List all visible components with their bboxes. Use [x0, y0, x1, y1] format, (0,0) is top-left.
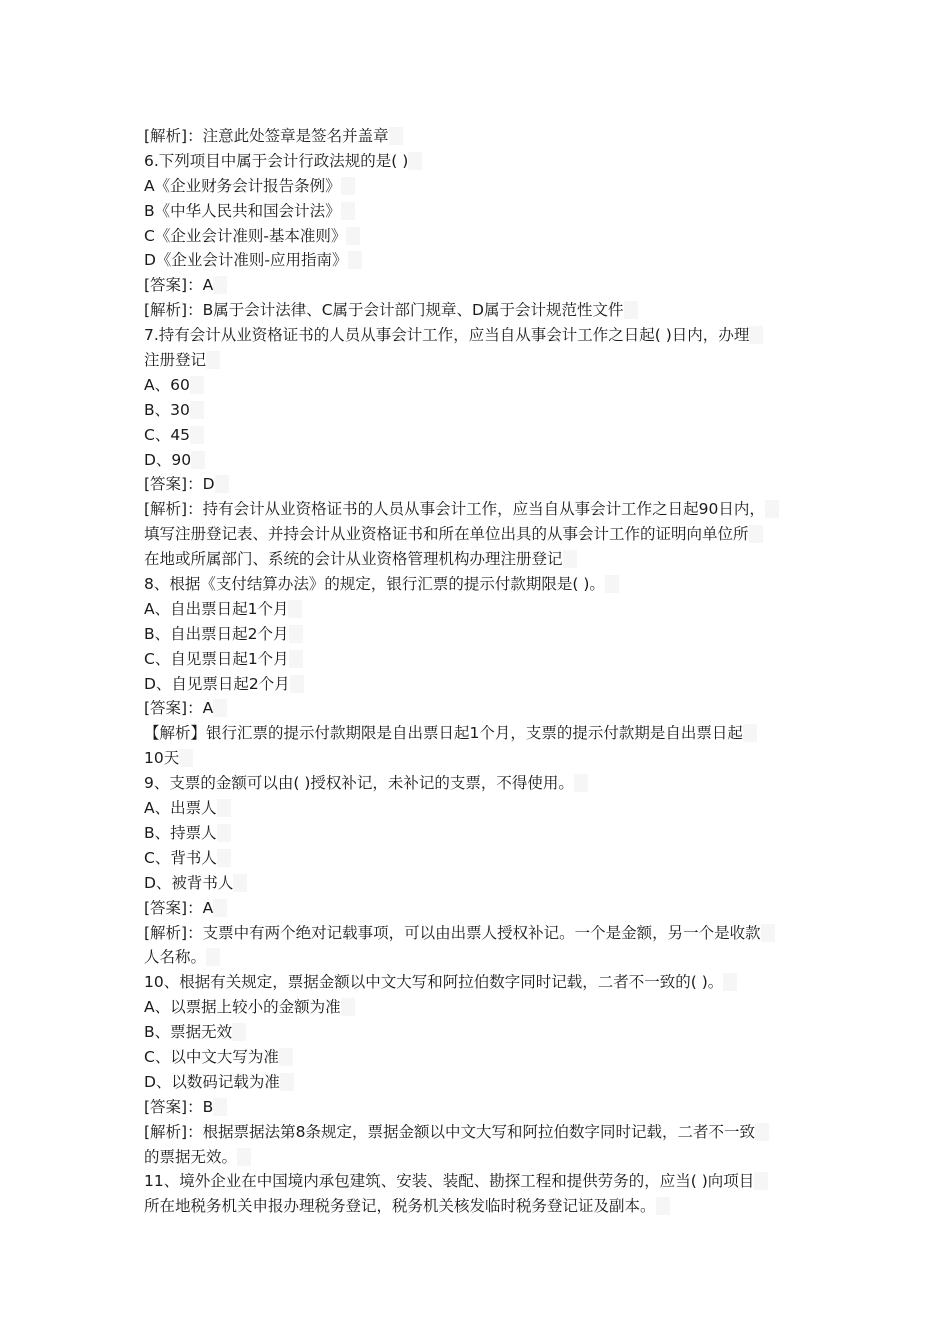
text-line: [144, 298, 834, 323]
text-line: [144, 622, 834, 647]
text-line: [144, 472, 834, 497]
text-line: [144, 1120, 834, 1145]
text-line-content: 8、根据《支付结算办法》的规定，银行汇票的提示付款期限是( )。: [144, 575, 605, 594]
text-line: [144, 921, 834, 946]
text-line-content: 10、根据有关规定，票据金额以中文大写和阿拉伯数字同时记载，二者不一致的( )。: [144, 973, 724, 992]
text-line: [144, 1194, 834, 1219]
text-line: [144, 373, 834, 398]
text-line: [144, 224, 834, 249]
text-line: [144, 1045, 834, 1070]
text-line-content: B、自出票日起2个月: [144, 624, 289, 643]
text-line: [144, 149, 834, 174]
text-line-content: A《企业财务会计报告条例》: [144, 176, 341, 195]
text-line-content: 11、境外企业在中国境内承包建筑、安装、装配、勘探工程和提供劳务的，应当( )向项目: [144, 1172, 755, 1191]
text-line: [144, 497, 834, 522]
text-line-content: D、以数码记载为准: [144, 1072, 280, 1091]
text-line-content: 【解析】银行汇票的提示付款期限是自出票日起1个月，支票的提示付款期是自出票日起: [144, 724, 743, 743]
text-line: [144, 796, 834, 821]
text-line-content: [解析]：持有会计从业资格证书的人员从事会计工作，应当自从事会计工作之日起90日内，: [144, 500, 765, 519]
text-line-content: [答案]：A: [144, 898, 214, 917]
text-line: [144, 896, 834, 921]
text-line: [144, 821, 834, 846]
text-line-content: D、90: [144, 450, 192, 469]
text-line-content: A、60: [144, 375, 190, 394]
text-line: [144, 448, 834, 473]
text-line-content: [解析]：注意此处签章是签名并盖章: [144, 127, 389, 145]
text-line: [144, 672, 834, 697]
text-line: [144, 597, 834, 622]
text-line-content: D《企业会计准则-应用指南》: [144, 251, 348, 270]
text-line: [144, 522, 834, 547]
document-page: [144, 124, 834, 1219]
text-line: [144, 1145, 834, 1170]
text-line-content: A、出票人: [144, 799, 217, 818]
text-line-content: [答案]：B: [144, 1097, 214, 1116]
text-line-content: A、以票据上较小的金额为准: [144, 998, 341, 1017]
text-line-content: C、以中文大写为准: [144, 1047, 279, 1066]
text-line-content: D、自见票日起2个月: [144, 674, 290, 693]
text-line: [144, 1169, 834, 1194]
text-line: [144, 248, 834, 273]
text-line: [144, 1020, 834, 1045]
text-line: [144, 746, 834, 771]
text-line-content: 所在地税务机关申报办理税务登记，税务机关核发临时税务登记证及副本。: [144, 1197, 656, 1216]
text-line-content: C、45: [144, 425, 191, 444]
text-line: [144, 995, 834, 1020]
text-line-content: 10天: [144, 749, 180, 768]
text-line-content: [答案]：D: [144, 475, 215, 494]
text-line: [144, 398, 834, 423]
text-line-content: C、自见票日起1个月: [144, 649, 289, 668]
text-line: [144, 721, 834, 746]
text-line: [144, 323, 834, 348]
text-line: [144, 771, 834, 796]
text-line: [144, 696, 834, 721]
text-line-content: D、被背书人: [144, 873, 234, 892]
text-line-content: 人名称。: [144, 948, 207, 967]
text-line-content: A、自出票日起1个月: [144, 599, 289, 618]
text-line: [144, 572, 834, 597]
text-line: [144, 647, 834, 672]
text-line-content: 填写注册登记表、并持会计从业资格证书和所在单位出具的从事会计工作的证明向单位所: [144, 525, 749, 544]
text-line-content: [答案]：A: [144, 699, 214, 718]
text-line: [144, 846, 834, 871]
text-line: [144, 273, 834, 298]
text-line: [144, 174, 834, 199]
text-line: [144, 1095, 834, 1120]
text-line: [144, 970, 834, 995]
text-line: [144, 199, 834, 224]
text-line-content: 的票据无效。: [144, 1147, 238, 1166]
text-line-content: 7.持有会计从业资格证书的人员从事会计工作，应当自从事会计工作之日起( )日内，办理: [144, 326, 750, 345]
text-line: [144, 871, 834, 896]
text-line-content: [解析]：根据票据法第8条规定，票据金额以中文大写和阿拉伯数字同时记载，二者不一致: [144, 1122, 755, 1141]
text-line: [144, 547, 834, 572]
text-line-content: B、票据无效: [144, 1023, 233, 1042]
text-line: [144, 945, 834, 970]
text-line-content: 注册登记: [144, 351, 207, 370]
text-line-content: B《中华人民共和国会计法》: [144, 201, 341, 220]
text-line-content: [答案]：A: [144, 276, 214, 295]
text-line-content: 在地或所属部门、系统的会计从业资格管理机构办理注册登记: [144, 550, 563, 569]
text-line: [144, 1070, 834, 1095]
text-line: [144, 423, 834, 448]
text-line-content: 9、支票的金额可以由( )授权补记，未补记的支票，不得使用。: [144, 774, 574, 793]
text-line-content: C、背书人: [144, 848, 217, 867]
text-line: [144, 124, 834, 149]
text-line-content: [解析]：支票中有两个绝对记载事项，可以由出票人授权补记。一个是金额，另一个是收款: [144, 923, 761, 942]
text-line-content: B、持票人: [144, 823, 217, 842]
text-line-content: B、30: [144, 400, 190, 419]
text-line-content: 6.下列项目中属于会计行政法规的是( ): [144, 151, 409, 170]
text-line-content: C《企业会计准则-基本准则》: [144, 226, 347, 245]
text-line-content: [解析]：B属于会计法律、C属于会计部门规章、D属于会计规范性文件: [144, 301, 624, 320]
text-line: [144, 348, 834, 373]
